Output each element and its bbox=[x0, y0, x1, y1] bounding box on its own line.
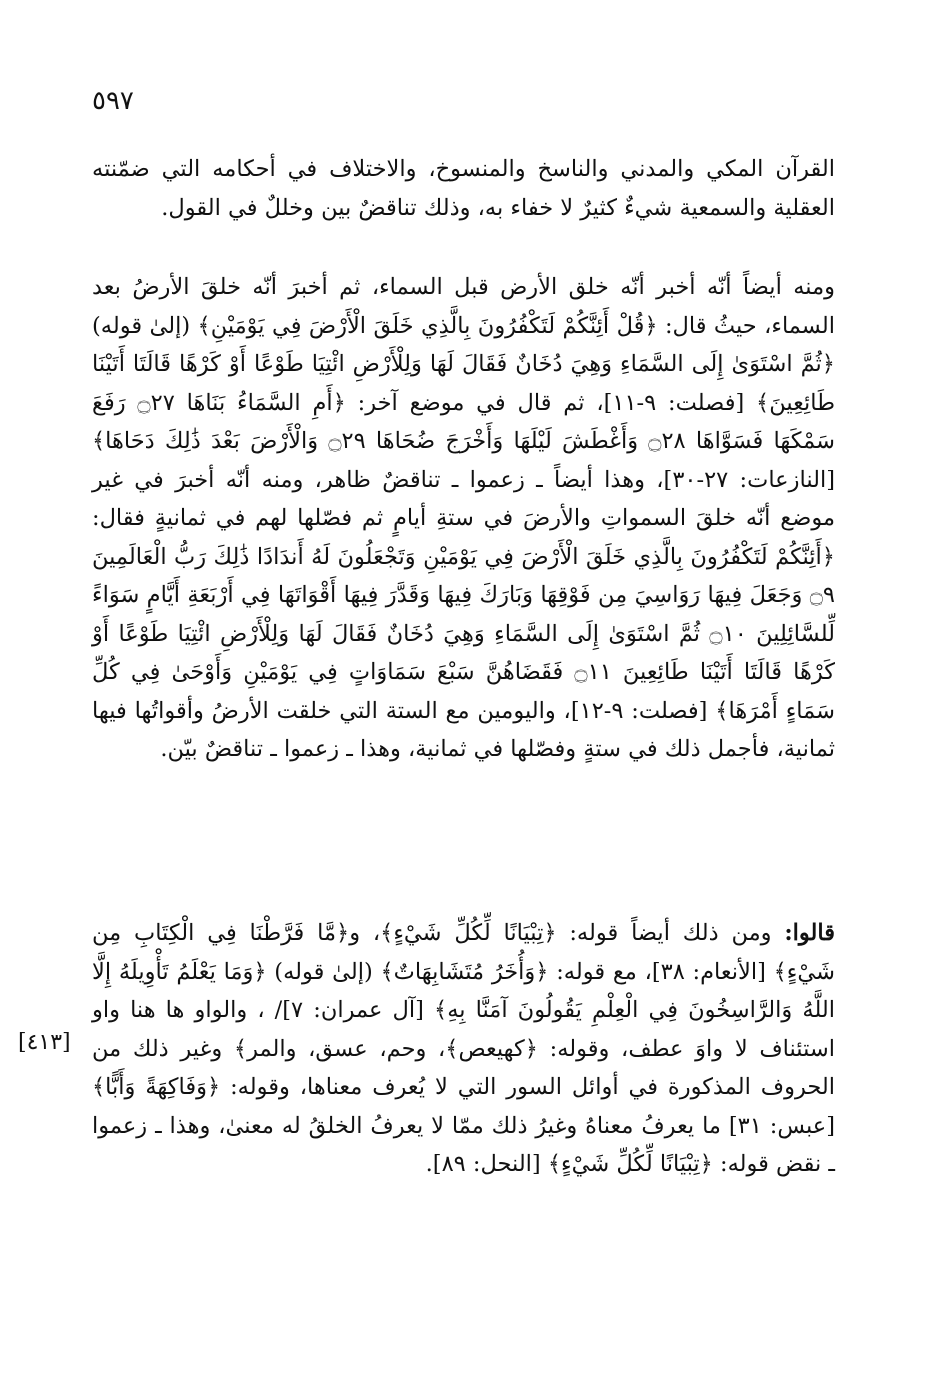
paragraph-3-body: ومن ذلك أيضاً قوله: ﴿تِبْيَانًا لِّكُلِّ شَيْءٍ﴾، و﴿مَّا فَرَّطْنَا فِي الْكِتَابِ مِن شَيْءٍ﴾ [الأنعام: ٣٨]، مع قوله: ﴿وَأُخَرُ مُتَشَابِهَاتٌ﴾ (إلىٰ قوله) ﴿وَمَا يَعْلَمُ تَأْوِيلَهُ إِلَّا اللَّهُ وَالرَّاسِخُونَ فِي الْعِلْمِ يَقُولُونَ آمَنَّا بِهِ﴾ [آل عمران: ٧]/ ، والواو ها هنا واو استئناف لا واوَ عطف، وقوله: ﴿كهيعص﴾، وحم، عسق، والمر﴾ وغير ذلك من الحروف المذكورة في أوائل السور التي لا يُعرف معناها، وقوله: ﴿وَفَاكِهَةً وَأَبًّا﴾ [عبس: ٣١] ما يعرفُ معناهُ وغيرُ ذلك ممّا لا يعرفُ الخلقُ له معنىٰ، وهذا ـ زعموا ـ نقض قوله: ﴿تِبْيَانًا لِّكُلِّ شَيْءٍ﴾ [النحل: ٨٩]. bbox=[92, 920, 835, 1177]
margin-reference: [٤١٣] bbox=[18, 1030, 71, 1055]
page-number: ٥٩٧ bbox=[92, 86, 134, 116]
paragraph-1: القرآن المكي والمدني والناسخ والمنسوخ، والاختلاف في أحكامه التي ضمّنته العقلية والسمعية شيءٌ كثيرٌ لا خفاء به، وذلك تناقضٌ بين وخللٌ في القول. bbox=[92, 156, 835, 221]
paragraph-2: ومنه أيضاً أنّه أخبر أنّه خلق الأرض قبل السماء، ثم أخبرَ أنّه خلقَ الأرضُ بعد السماء، حيثُ قال: ﴿قُلْ أَئِنَّكُمْ لَتَكْفُرُونَ بِالَّذِي خَلَقَ الْأَرْضَ فِي يَوْمَيْنِ﴾ (إلىٰ قوله) ﴿ثُمَّ اسْتَوَىٰ إِلَى السَّمَاءِ وَهِيَ دُخَانٌ فَقَالَ لَهَا وَلِلْأَرْضِ ائْتِيَا طَوْعًا أَوْ كَرْهًا قَالَتَا أَتَيْنَا طَائِعِينَ﴾ [فصلت: ٩-١١]، ثم قال في موضع آخر: ﴿أَمِ السَّمَاءُ بَنَاهَا ۝٢٧ رَفَعَ سَمْكَهَا فَسَوَّاهَا ۝٢٨ وَأَغْطَشَ لَيْلَهَا وَأَخْرَجَ ضُحَاهَا ۝٢٩ وَالْأَرْضَ بَعْدَ ذَٰلِكَ دَحَاهَا﴾ [النازعات: ٢٧-٣٠]، وهذا أيضاً ـ زعموا ـ تناقضٌ ظاهر، ومنه أنّه أخبرَ في غير موضع أنّه خلقَ السمواتِ والأرضَ في ستةِ أيامٍ ثم فصّلها لهم في ثمانيةٍ فقال: ﴿أَئِنَّكُمْ لَتَكْفُرُونَ بِالَّذِي خَلَقَ الْأَرْضَ فِي يَوْمَيْنِ وَتَجْعَلُونَ لَهُ أَندَادًا ذَٰلِكَ رَبُّ الْعَالَمِينَ ۝٩ وَجَعَلَ فِيهَا رَوَاسِيَ مِن فَوْقِهَا وَبَارَكَ فِيهَا وَقَدَّرَ فِيهَا أَقْوَاتَهَا فِي أَرْبَعَةِ أَيَّامٍ سَوَاءً لِّلسَّائِلِينَ ۝١٠ ثُمَّ اسْتَوَىٰ إِلَى السَّمَاءِ وَهِيَ دُخَانٌ فَقَالَ لَهَا وَلِلْأَرْضِ ائْتِيَا طَوْعًا أَوْ كَرْهًا قَالَتَا أَتَيْنَا طَائِعِينَ ۝١١ فَقَضَاهُنَّ سَبْعَ سَمَاوَاتٍ فِي يَوْمَيْنِ وَأَوْحَىٰ فِي كُلِّ سَمَاءٍ أَمْرَهَا﴾ [فصلت: ٩-١٢]، واليومين مع الستة التي خلقت الأرضُ وأقواتُها فيها ثمانية، فأجمل ذلك في ستةٍ وفصّلها في ثمانية، وهذا ـ زعموا ـ تناقضٌ بيّن. bbox=[92, 274, 836, 762]
paragraph-3 bbox=[92, 914, 835, 1184]
paragraph-3-lead: قالوا: bbox=[784, 920, 835, 946]
